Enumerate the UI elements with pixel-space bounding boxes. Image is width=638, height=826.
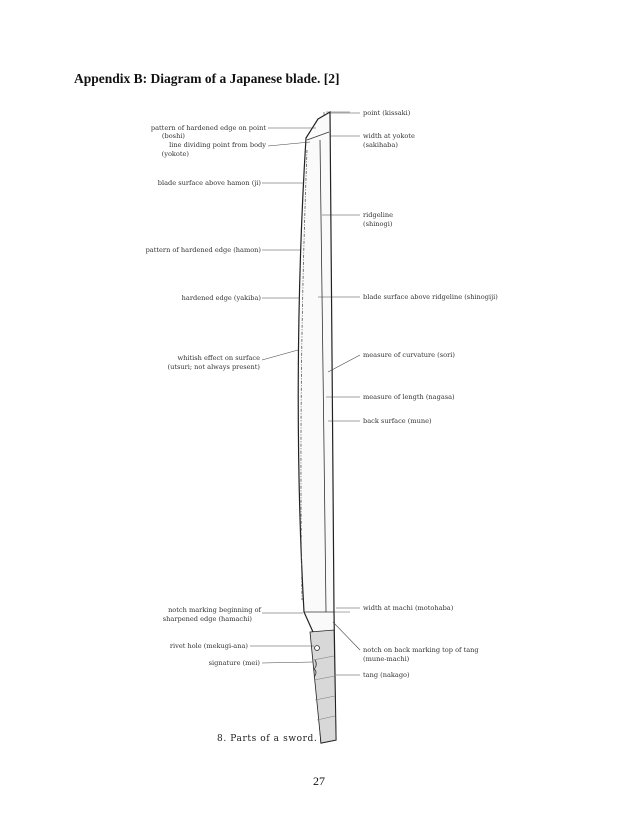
label-boshi: pattern of hardened edge on point (boshi) <box>150 124 266 140</box>
page-number: 27 <box>313 774 325 788</box>
label-mune: back surface (mune) <box>363 417 432 425</box>
figure-caption: 8. Parts of a sword. <box>217 734 318 744</box>
label-motohaba: width at machi (motohaba) <box>363 604 454 612</box>
label-nakago: tang (nakago) <box>363 671 410 679</box>
label-shinogiji: blade surface above ridgeline (shinogiji) <box>363 293 498 301</box>
right-labels <box>363 109 498 679</box>
label-hamon: pattern of hardened edge (hamon) <box>145 246 261 254</box>
page-heading: Appendix B: Diagram of a Japanese blade. [2] <box>74 71 340 86</box>
label-ji: blade surface above hamon (ji) <box>157 179 261 187</box>
label-nagasa: measure of length (nagasa) <box>363 393 455 401</box>
label-mekugi-ana: rivet hole (mekugi-ana) <box>169 642 248 650</box>
label-hamachi: notch marking beginning of sharpened edge (hamachi) <box>162 606 261 623</box>
label-shinogi: ridgeline (shinogi) <box>363 211 393 228</box>
label-utsuri: whitish effect on surface (utsuri; not always present) <box>167 354 260 371</box>
label-mei: signature (mei) <box>208 659 260 667</box>
label-yakiba: hardened edge (yakiba) <box>181 294 261 302</box>
label-kissaki: point (kissaki) <box>363 109 411 117</box>
sword-blade <box>298 112 336 743</box>
label-mune-machi: notch on back marking top of tang (mune-machi) <box>363 646 479 663</box>
label-yokote: line dividing point from body (yokote) <box>161 141 266 158</box>
left-labels <box>146 124 267 667</box>
label-sakihaba: width at yokote (sakihaba) <box>363 132 415 149</box>
rivet-hole <box>315 646 320 651</box>
label-sori: measure of curvature (sori) <box>363 351 455 359</box>
